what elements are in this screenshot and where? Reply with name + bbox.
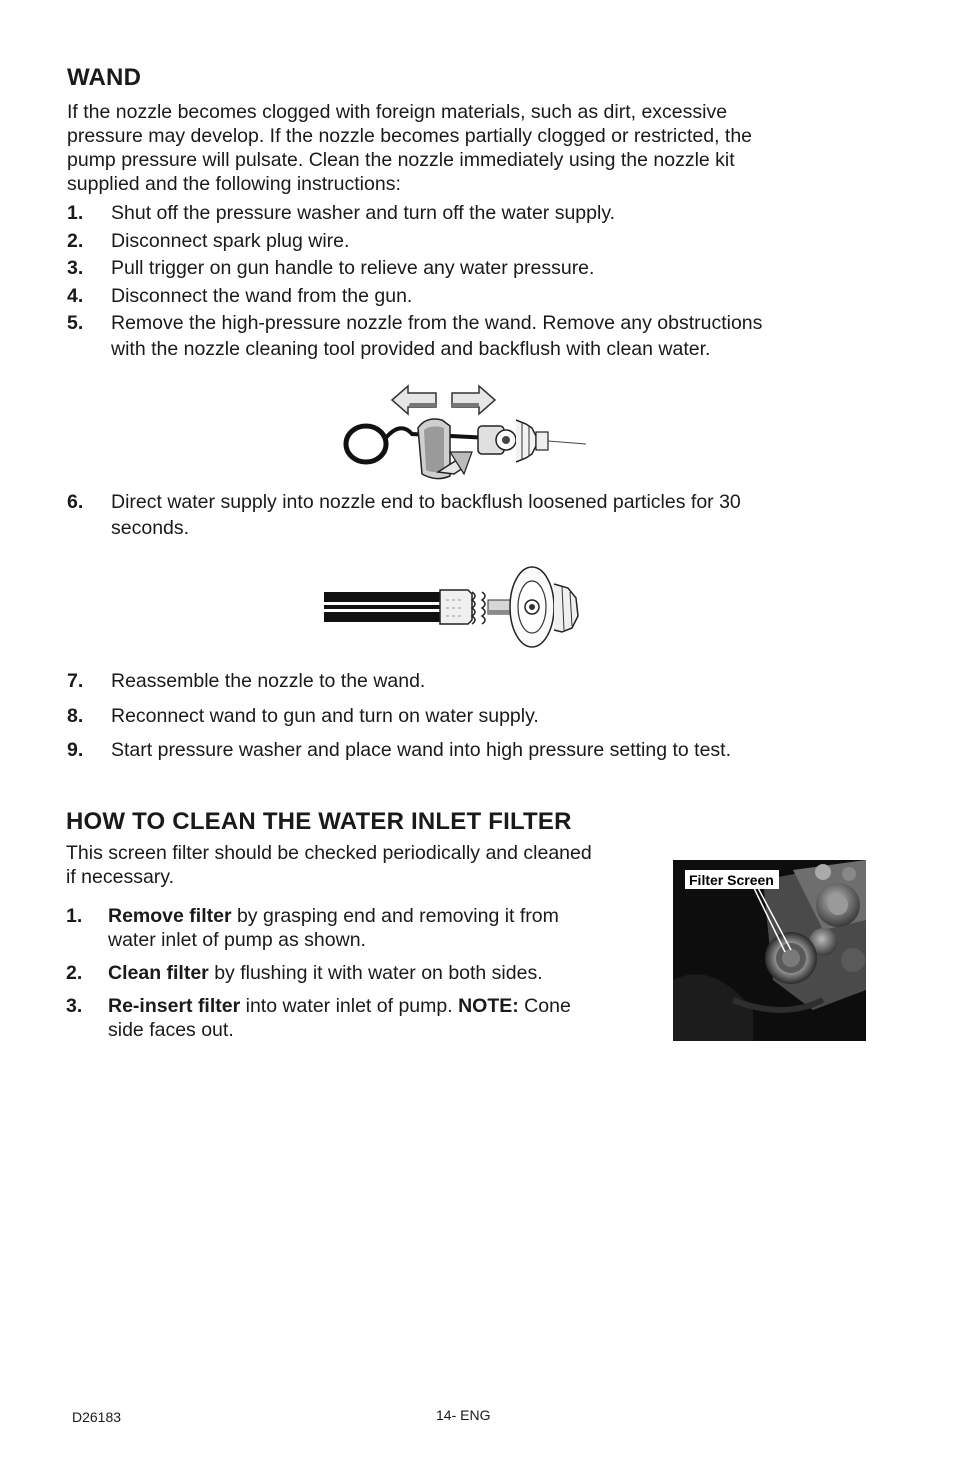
document-id: D26183 — [72, 1409, 122, 1425]
step-number: 3. — [66, 995, 83, 1017]
wand-step-1 — [67, 201, 887, 226]
step-text: into water inlet of pump. — [240, 995, 459, 1017]
step-text: Pull trigger on gun handle to relieve any water pressure. — [111, 257, 595, 279]
step-text: Start pressure washer and place wand into high pressure setting to test. — [111, 739, 732, 761]
filter-intro-line: This screen filter should be checked periodically and cleaned — [66, 842, 592, 864]
step-number: 3. — [67, 257, 84, 279]
nozzle-cleaning-illustration — [340, 378, 600, 488]
wand-step-9 — [67, 738, 887, 763]
wand-intro-line: If the nozzle becomes clogged with foreign materials, such as dirt, excessive — [67, 101, 728, 123]
step-number: 4. — [67, 285, 84, 307]
step-text: seconds. — [111, 517, 190, 539]
step-number: 8. — [67, 705, 84, 727]
step-number: 9. — [67, 739, 84, 761]
step-text: side faces out. — [108, 1019, 234, 1041]
step-bold-label: Remove filter — [108, 905, 232, 927]
filter-intro — [66, 841, 666, 889]
step-text: by grasping end and removing it from — [231, 905, 559, 927]
page-number: 14- ENG — [436, 1407, 491, 1423]
step-number: 1. — [67, 202, 84, 224]
wand-step-6 — [67, 490, 887, 542]
step-number: 6. — [67, 491, 84, 513]
step-bold-label: Clean filter — [108, 962, 209, 984]
filter-intro-line: if necessary. — [66, 866, 175, 888]
step-text: Cone — [518, 995, 571, 1017]
filter-step-3 — [66, 994, 656, 1044]
wand-intro-line: pressure may develop. If the nozzle becomes partially clogged or restricted, the — [67, 125, 753, 147]
pump-filter-photo — [673, 860, 866, 1041]
step-text: by flushing it with water on both sides. — [208, 962, 543, 984]
filter-screen-label: Filter Screen — [685, 870, 779, 889]
filter-step-1 — [66, 904, 656, 954]
wand-intro-line: pump pressure will pulsate. Clean the nozzle immediately using the nozzle kit — [67, 149, 735, 171]
step-text: Reconnect wand to gun and turn on water supply. — [111, 705, 539, 727]
backflush-illustration — [322, 564, 592, 652]
filter-heading: HOW TO CLEAN THE WATER INLET FILTER — [66, 808, 572, 835]
wand-intro — [67, 100, 887, 196]
step-number: 5. — [67, 312, 84, 334]
step-text: Direct water supply into nozzle end to backflush loosened particles for 30 — [111, 491, 741, 513]
wand-step-5 — [67, 311, 887, 363]
step-bold-label: Re-insert filter — [108, 995, 241, 1017]
wand-step-4 — [67, 284, 887, 309]
wand-step-8 — [67, 704, 887, 729]
note-label: NOTE: — [458, 995, 519, 1017]
step-text: water inlet of pump as shown. — [108, 929, 366, 951]
wand-step-2 — [67, 229, 887, 254]
wand-step-3 — [67, 256, 887, 281]
step-text: Remove the high-pressure nozzle from the wand. Remove any obstructions — [111, 312, 763, 334]
wand-intro-line: supplied and the following instructions: — [67, 173, 401, 195]
wand-heading: WAND — [67, 64, 142, 91]
step-text: with the nozzle cleaning tool provided and backflush with clean water. — [111, 338, 711, 360]
filter-step-2 — [66, 961, 656, 986]
step-text: Disconnect spark plug wire. — [111, 230, 350, 252]
wand-step-7 — [67, 669, 887, 694]
step-number: 7. — [67, 670, 84, 692]
step-number: 2. — [67, 230, 84, 252]
step-text: Disconnect the wand from the gun. — [111, 285, 413, 307]
step-number: 1. — [66, 905, 83, 927]
step-text: Reassemble the nozzle to the wand. — [111, 670, 426, 692]
step-text: Shut off the pressure washer and turn off the water supply. — [111, 202, 616, 224]
step-number: 2. — [66, 962, 83, 984]
